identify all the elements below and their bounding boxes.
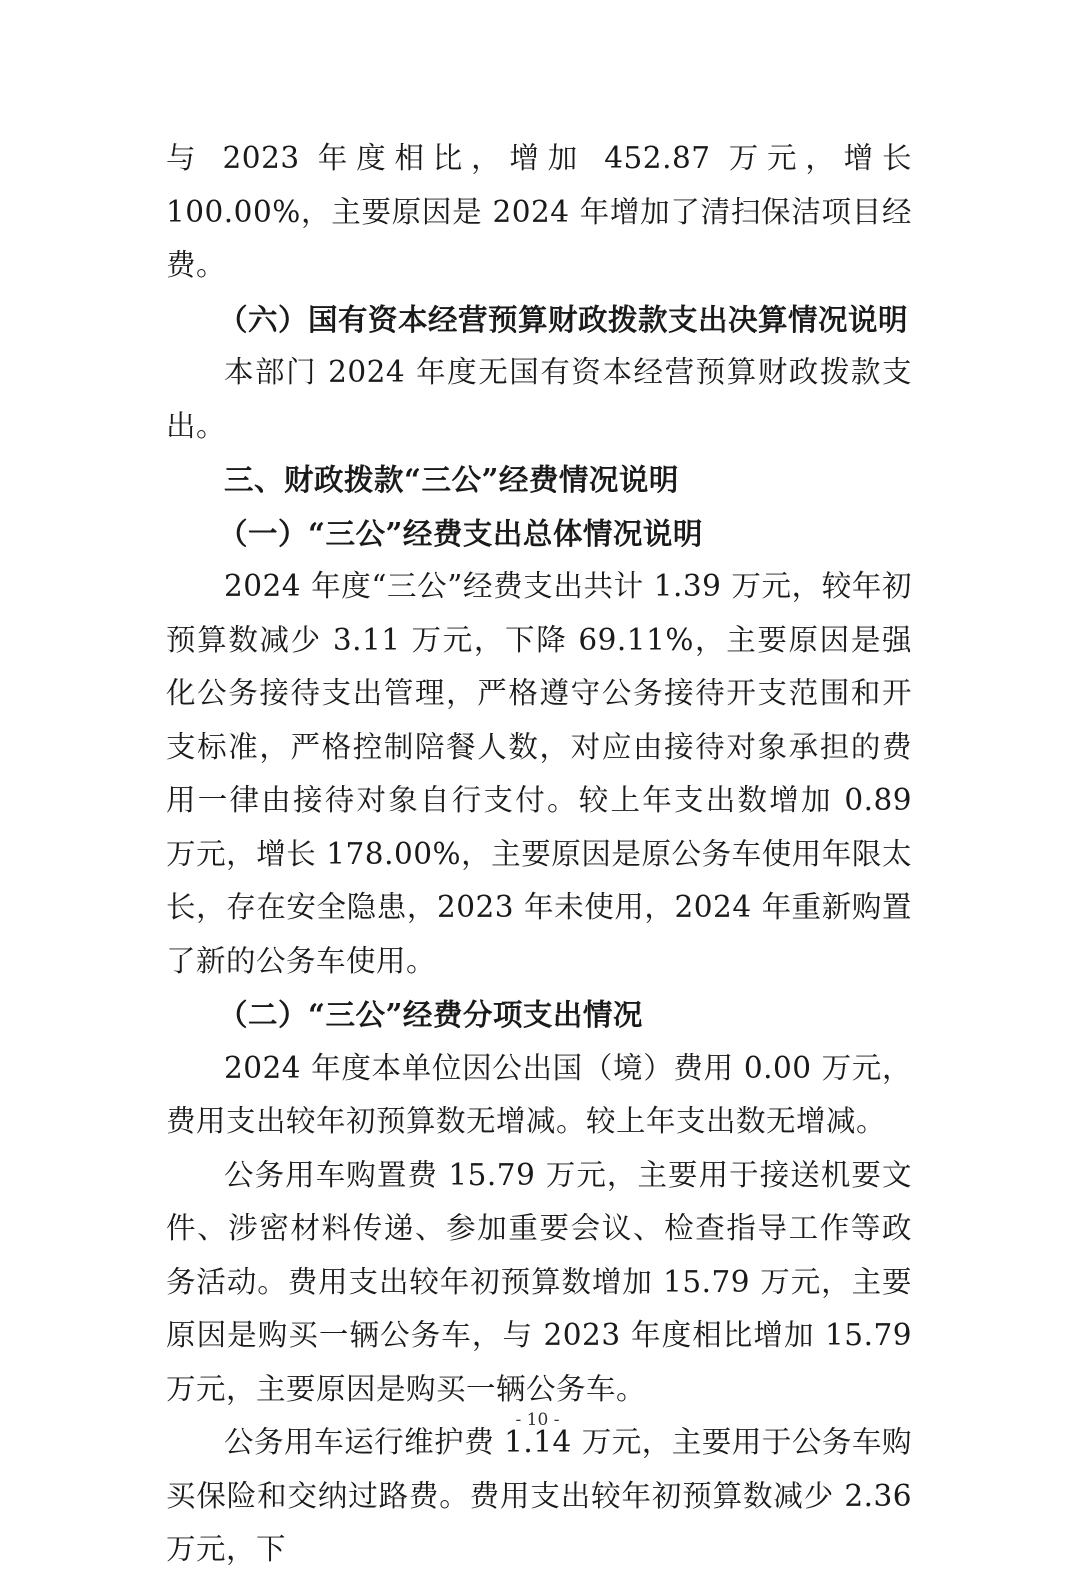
heading-overall-expenses: （一）“三公”经费支出总体情况说明 <box>218 515 703 551</box>
heading-itemized-expenses: （二）“三公”经费分项支出情况 <box>218 997 643 1032</box>
document-body <box>166 132 912 1577</box>
paragraph-no-state-capital-spending: 本部门 2024 年度无国有资本经营预算财政拨款支出。 <box>166 355 912 443</box>
paragraph-2023-comparison: 与 2023 年度相比，增加 452.87 万元，增长 100.00%，主要原因是 2024 年增加了清扫保洁项目经费。 <box>166 141 912 282</box>
heading-three-public-expenses: 三、财政拨款“三公”经费情况说明 <box>224 462 679 497</box>
heading-state-capital-budget: （六）国有资本经营预算财政拨款支出决算情况说明 <box>218 301 909 337</box>
paragraph-vehicle-maintenance: 公务用车运行维护费 1.14 万元，主要用于公务车购买保险和交纳过路费。费用支出较年初预算数减少 2.36 万元，下 <box>166 1425 912 1566</box>
page-number: - 10 - <box>515 1410 560 1430</box>
paragraph-overseas-travel: 2024 年度本单位因公出国（境）费用 0.00 万元，费用支出较年初预算数无增减。较上年支出数无增减。 <box>166 1050 912 1138</box>
paragraph-vehicle-purchase: 公务用车购置费 15.79 万元，主要用于接送机要文件、涉密材料传递、参加重要会议、检查指导工作等政务活动。费用支出较年初预算数增加 15.79 万元，主要原因是购买一辆公务车，与 2023 年度相比增加 15.79 万元，主要原因是购买一辆公务车。 <box>166 1157 912 1406</box>
paragraph-overall-expenses: 2024 年度“三公”经费支出共计 1.39 万元，较年初预算数减少 3.11 万元，下降 69.11%，主要原因是强化公务接待支出管理，严格遵守公务接待开支范围和开支标准，严格控制陪餐人数，对应由接待对象承担的费用一律由接待对象自行支付。较上年支出数增加 0.89 万元，增长 178.00%，主要原因是原公务车使用年限太长，存在安全隐患，2023 年未使用，2024 年重新购置了新的公务车使用。 <box>166 569 912 978</box>
